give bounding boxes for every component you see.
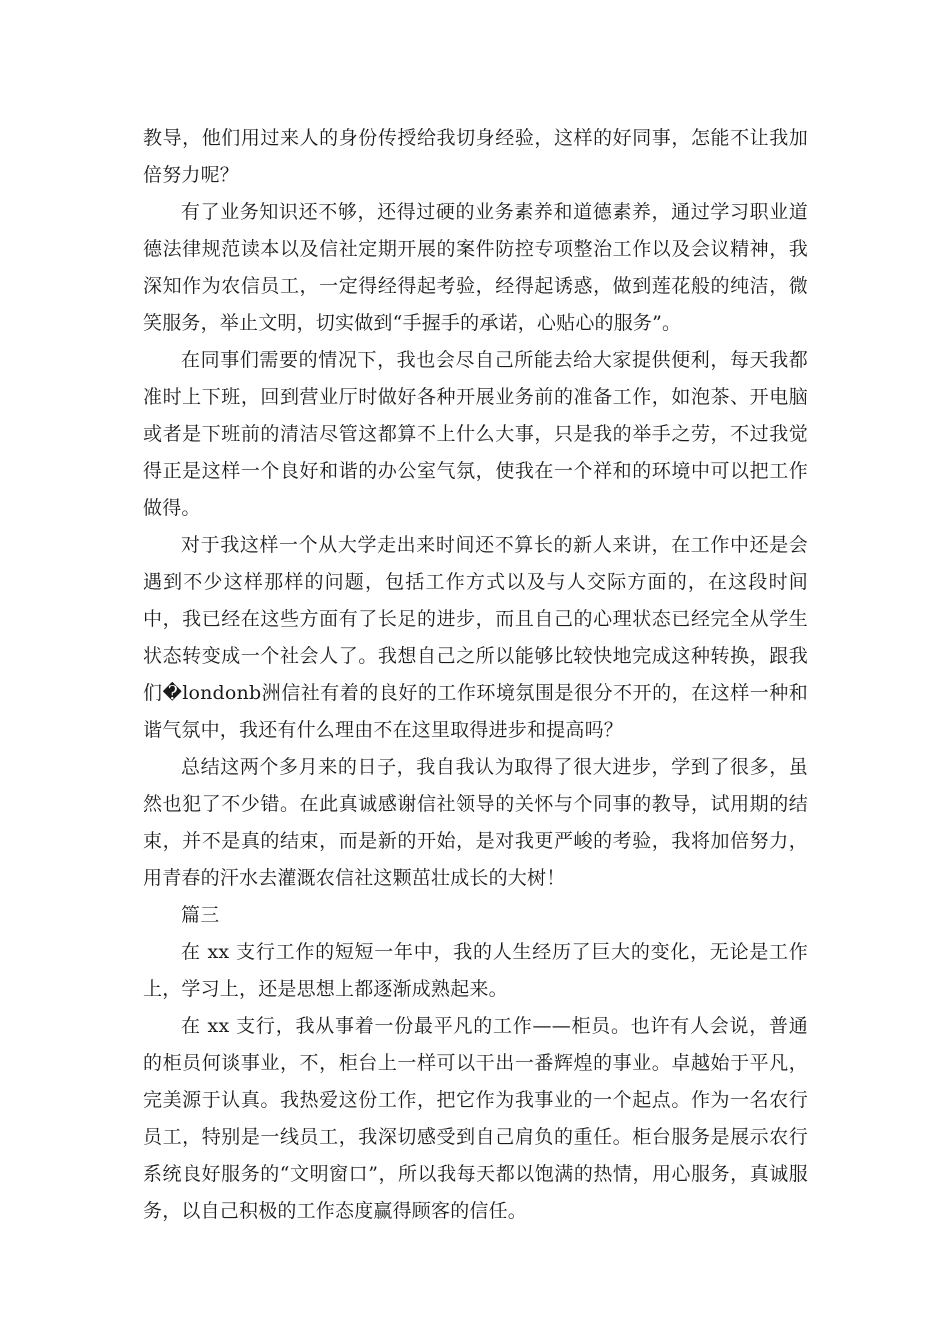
section-heading: 篇三 bbox=[181, 904, 220, 926]
paragraph-6: 在 xx 支行工作的短短一年中，我的人生经历了巨大的变化，无论是工作上，学习上，还是思想上都逐渐成熟起来。 bbox=[143, 941, 808, 1000]
paragraph-7: 在 xx 支行，我从事着一份最平凡的工作——柜员。也许有人会说，普通的柜员何谈事业，不，柜台上一样可以干出一番辉煌的事业。卓越始于平凡，完美源于认真。我热爱这份工作，把它作为我事业的一个起点。作为一名农行员工，特别是一线员工，我深切感受到自己肩负的重任。柜台服务是展示农行系统良好服务的“文明窗口”，所以我每天都以饱满的热情，用心服务，真诚服务，以自己积极的工作态度赢得顾客的信任。 bbox=[143, 1015, 808, 1222]
document-body bbox=[143, 120, 808, 1230]
paragraph-3: 在同事们需要的情况下，我也会尽自己所能去给大家提供便利，每天我都准时上下班，回到营业厅时做好各种开展业务前的准备工作，如泡茶、开电脑或者是下班前的清洁尽管这都算不上什么大事，只是我的举手之劳，不过我觉得正是这样一个良好和谐的办公室气氛，使我在一个祥和的环境中可以把工作做得。 bbox=[143, 349, 808, 519]
paragraph-4: 对于我这样一个从大学走出来时间还不算长的新人来讲，在工作中还是会遇到不少这样那样的问题，包括工作方式以及与人交际方面的，在这段时间中，我已经在这些方面有了长足的进步，而且自己的心理状态已经完全从学生状态转变成一个社会人了。我想自己之所以能够比较快地完成这种转换，跟我们�londonb洲信社有着的良好的工作环境氛围是很分不开的，在这样一种和谐气氛中，我还有什么理由不在这里取得进步和提高吗？ bbox=[143, 534, 808, 741]
paragraph-5: 总结这两个多月来的日子，我自我认为取得了很大进步，学到了很多，虽然也犯了不少错。在此真诚感谢信社领导的关怀与个同事的教导，试用期的结束，并不是真的结束，而是新的开始，是对我更严峻的考验，我将加倍努力，用青春的汗水去灌溉农信社这颗茁壮成长的大树！ bbox=[143, 756, 808, 889]
paragraph-2: 有了业务知识还不够，还得过硬的业务素养和道德素养，通过学习职业道德法律规范读本以及信社定期开展的案件防控专项整治工作以及会议精神，我深知作为农信员工，一定得经得起考验，经得起诱惑，做到莲花般的纯洁，微笑服务，举止文明，切实做到“手握手的承诺，心贴心的服务”。 bbox=[143, 201, 808, 334]
paragraph-1: 教导，他们用过来人的身份传授给我切身经验，这样的好同事，怎能不让我加倍努力呢？ bbox=[143, 127, 808, 186]
